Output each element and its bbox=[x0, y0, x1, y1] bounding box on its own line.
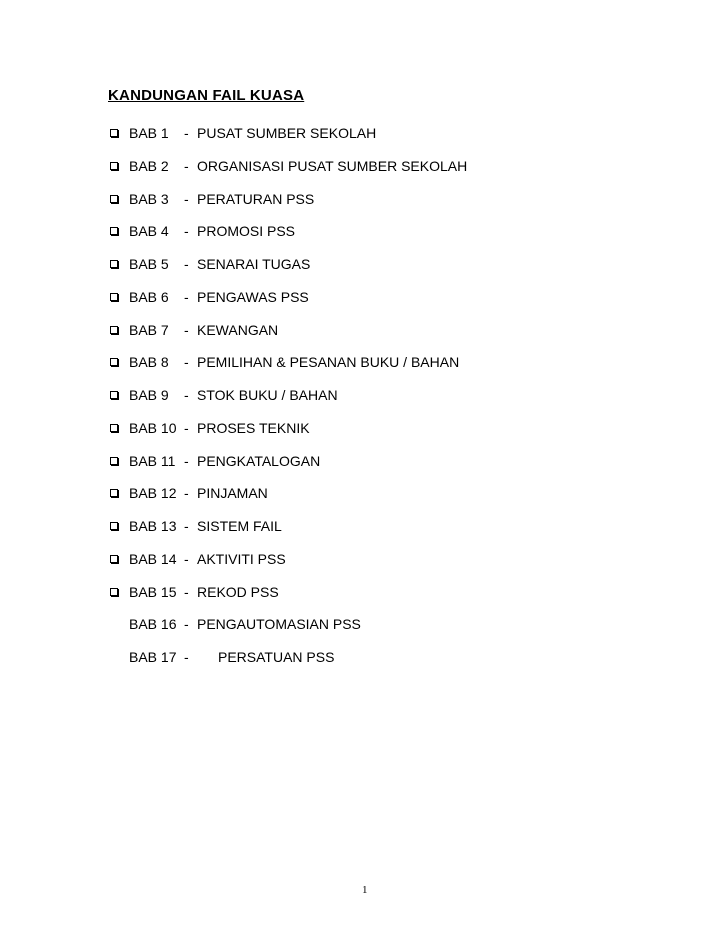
chapter-number: BAB 10 bbox=[129, 420, 177, 436]
chapter-number: BAB 7 bbox=[129, 322, 169, 338]
chapter-number: BAB 4 bbox=[129, 223, 169, 239]
square-bullet-icon bbox=[110, 162, 118, 170]
chapter-title: AKTIVITI PSS bbox=[197, 551, 286, 567]
separator: - bbox=[184, 158, 189, 174]
chapter-number: BAB 12 bbox=[129, 485, 177, 501]
chapter-title: PROMOSI PSS bbox=[197, 223, 296, 239]
chapter-number: BAB 5 bbox=[129, 256, 169, 272]
chapter-number: BAB 15 bbox=[129, 584, 177, 600]
square-bullet-icon bbox=[110, 129, 118, 137]
square-bullet-icon bbox=[110, 522, 118, 530]
chapter-title: KEWANGAN bbox=[197, 322, 279, 338]
chapter-number: BAB 8 bbox=[129, 354, 169, 370]
chapter-title: PEMILIHAN & PESANAN BUKU / BAHAN bbox=[197, 354, 460, 370]
chapter-number: BAB 16 bbox=[129, 616, 177, 632]
separator: - bbox=[184, 485, 189, 501]
chapter-title: PROSES TEKNIK bbox=[197, 420, 310, 436]
chapter-number: BAB 6 bbox=[129, 289, 169, 305]
chapter-number: BAB 11 bbox=[129, 453, 176, 469]
separator: - bbox=[184, 453, 189, 469]
square-bullet-icon bbox=[110, 260, 118, 268]
chapter-number: BAB 9 bbox=[129, 387, 169, 403]
separator: - bbox=[184, 387, 189, 403]
square-bullet-icon bbox=[110, 293, 118, 301]
chapter-title: PERATURAN PSS bbox=[197, 191, 315, 207]
chapter-title: STOK BUKU / BAHAN bbox=[197, 387, 338, 403]
chapter-title: PENGAUTOMASIAN PSS bbox=[197, 616, 361, 632]
chapter-title: PINJAMAN bbox=[197, 485, 268, 501]
separator: - bbox=[184, 289, 189, 305]
square-bullet-icon bbox=[110, 358, 118, 366]
chapter-number: BAB 2 bbox=[129, 158, 169, 174]
page-number: 1 bbox=[362, 884, 368, 896]
square-bullet-icon bbox=[110, 555, 118, 563]
chapter-number: BAB 14 bbox=[129, 551, 177, 567]
chapter-title: PENGAWAS PSS bbox=[197, 289, 309, 305]
square-bullet-icon bbox=[110, 391, 118, 399]
separator: - bbox=[184, 518, 189, 534]
square-bullet-icon bbox=[110, 227, 118, 235]
separator: - bbox=[184, 223, 189, 239]
separator: - bbox=[184, 125, 189, 141]
separator: - bbox=[184, 584, 189, 600]
separator: - bbox=[184, 616, 189, 632]
square-bullet-icon bbox=[110, 489, 118, 497]
square-bullet-icon bbox=[110, 424, 118, 432]
chapter-title: PERSATUAN PSS bbox=[218, 649, 335, 665]
chapter-number: BAB 13 bbox=[129, 518, 177, 534]
chapter-title: SENARAI TUGAS bbox=[197, 256, 311, 272]
chapter-number: BAB 1 bbox=[129, 125, 169, 141]
document-title: KANDUNGAN FAIL KUASA bbox=[108, 87, 305, 104]
separator: - bbox=[184, 649, 189, 665]
chapter-title: PUSAT SUMBER SEKOLAH bbox=[197, 125, 377, 141]
chapter-title: SISTEM FAIL bbox=[197, 518, 282, 534]
separator: - bbox=[184, 322, 189, 338]
square-bullet-icon bbox=[110, 195, 118, 203]
square-bullet-icon bbox=[110, 588, 118, 596]
separator: - bbox=[184, 420, 189, 436]
separator: - bbox=[184, 551, 189, 567]
chapter-title: REKOD PSS bbox=[197, 584, 279, 600]
square-bullet-icon bbox=[110, 326, 118, 334]
chapter-number: BAB 17 bbox=[129, 649, 177, 665]
chapter-title: PENGKATALOGAN bbox=[197, 453, 321, 469]
separator: - bbox=[184, 256, 189, 272]
separator: - bbox=[184, 354, 189, 370]
separator: - bbox=[184, 191, 189, 207]
square-bullet-icon bbox=[110, 457, 118, 465]
chapter-title: ORGANISASI PUSAT SUMBER SEKOLAH bbox=[197, 158, 468, 174]
chapter-number: BAB 3 bbox=[129, 191, 169, 207]
